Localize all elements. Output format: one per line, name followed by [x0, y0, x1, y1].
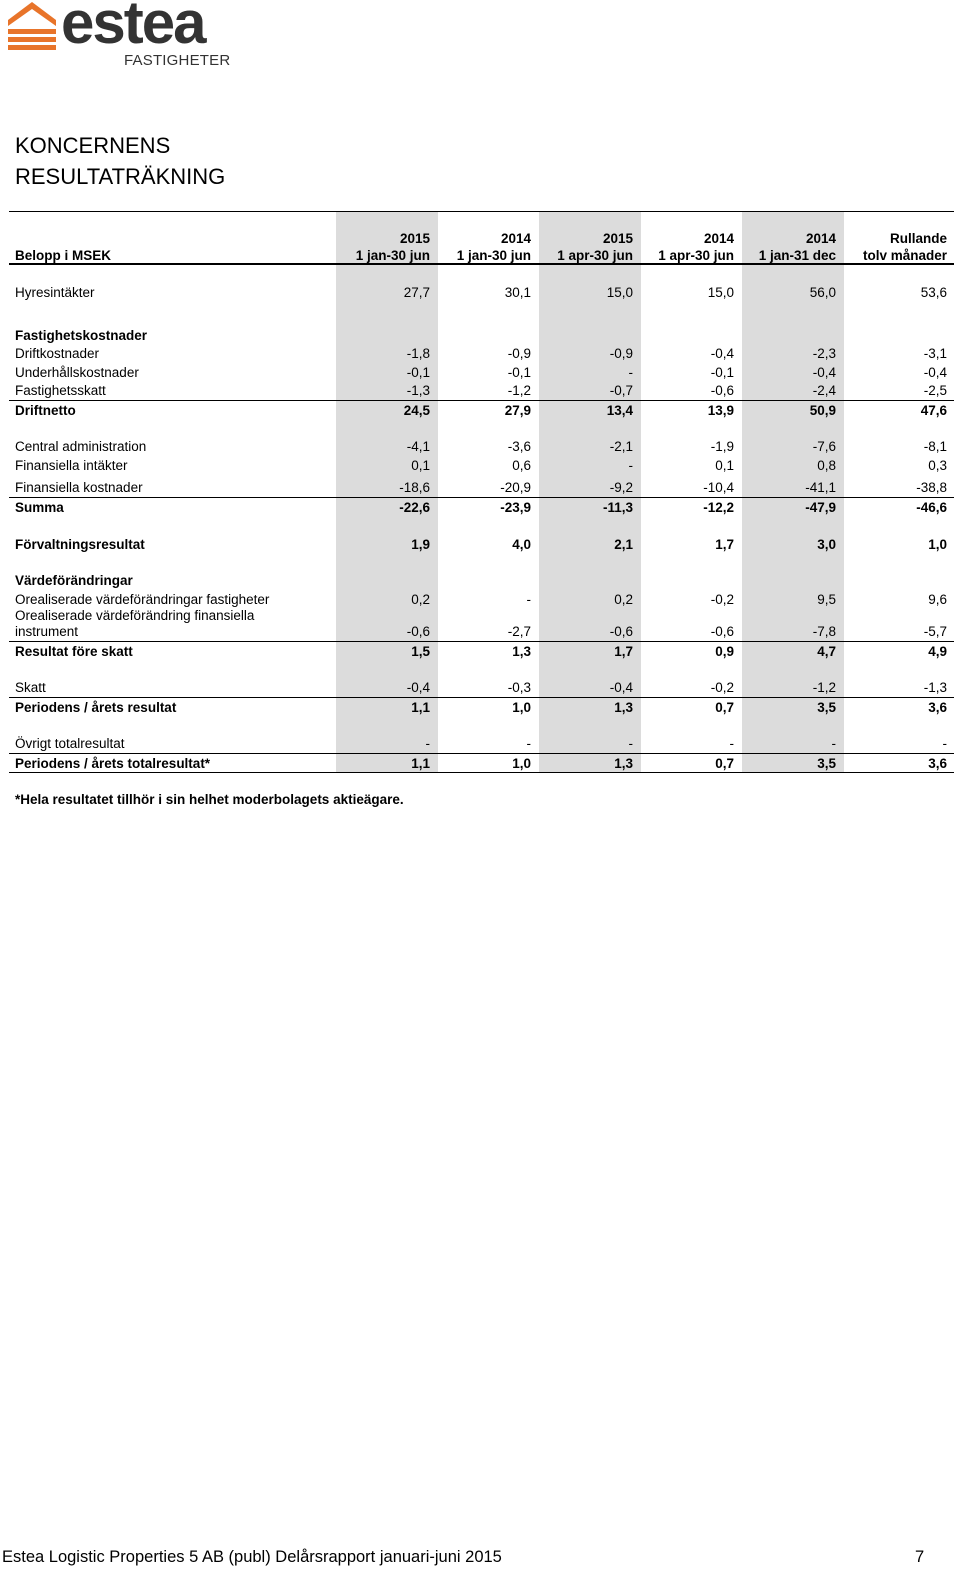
row-value: 13,9: [707, 403, 734, 418]
row-value: 0,7: [715, 700, 734, 715]
page-title: [15, 130, 225, 192]
row-value: -0,4: [710, 346, 734, 361]
row-value: -47,9: [805, 500, 836, 515]
row-value: -1,8: [406, 346, 430, 361]
row-value: 1,9: [411, 537, 430, 552]
row-label: Skatt: [15, 680, 46, 695]
column-period: 1 apr-30 jun: [658, 248, 734, 263]
row-value: -7,8: [812, 624, 836, 639]
row-value: -4,1: [406, 439, 430, 454]
column-year: Rullande: [889, 231, 947, 246]
row-value: -38,8: [916, 480, 947, 495]
row-value: -0,1: [406, 365, 430, 380]
row-label: Underhållskostnader: [15, 365, 139, 380]
row-value: 1,7: [715, 537, 734, 552]
row-value: 50,9: [809, 403, 836, 418]
row-value: 1,1: [411, 700, 430, 715]
table-row: [0, 327, 960, 345]
table-row: [0, 438, 960, 456]
row-value: 0,1: [411, 458, 430, 473]
row-label: Summa: [15, 500, 64, 515]
row-value: 1,3: [512, 644, 531, 659]
row-value: 0,7: [715, 756, 734, 771]
table-row: [0, 755, 960, 773]
row-rule: [9, 400, 954, 401]
row-value: -: [628, 458, 633, 473]
row-value: 4,0: [512, 537, 531, 552]
row-value: -1,3: [406, 383, 430, 398]
row-value: -0,1: [710, 365, 734, 380]
row-label: Periodens / årets resultat: [15, 700, 177, 715]
row-label: Driftkostnader: [15, 346, 100, 361]
row-value: 3,5: [817, 700, 836, 715]
row-label: Värdeförändringar: [15, 573, 133, 588]
row-value: 53,6: [920, 285, 947, 300]
row-value: -7,6: [812, 439, 836, 454]
row-value: -41,1: [805, 480, 836, 495]
row-value: -0,2: [710, 592, 734, 607]
page-number: 7: [915, 1548, 925, 1566]
row-value: 1,5: [411, 644, 430, 659]
row-value: 1,0: [512, 700, 531, 715]
footnote: *Hela resultatet tillhör i sin helhet moderbolagets aktieägare.: [15, 792, 404, 807]
row-value: 0,1: [715, 458, 734, 473]
table-row: [0, 572, 960, 590]
row-label: Central administration: [15, 439, 147, 454]
unit-label: Belopp i MSEK: [15, 248, 112, 263]
table-row: [0, 643, 960, 661]
row-value: -0,9: [609, 346, 633, 361]
column-period: 1 apr-30 jun: [557, 248, 633, 263]
row-value: 3,0: [817, 537, 836, 552]
row-value: -2,3: [812, 346, 836, 361]
table-row: [0, 479, 960, 497]
row-value: -0,1: [507, 365, 531, 380]
row-value: -8,1: [923, 439, 947, 454]
column-period: 1 jan-30 jun: [355, 248, 430, 263]
row-value: -2,5: [923, 383, 947, 398]
logo-subtitle: FASTIGHETER: [124, 52, 231, 69]
row-value: -1,2: [507, 383, 531, 398]
row-value: -0,4: [812, 365, 836, 380]
row-value: -0,6: [406, 624, 430, 639]
row-value: -0,4: [609, 680, 633, 695]
table-row: [0, 364, 960, 382]
row-value: 0,9: [715, 644, 734, 659]
row-value: -22,6: [399, 500, 430, 515]
row-value: -: [628, 365, 633, 380]
row-value: 9,6: [928, 592, 947, 607]
title-line-2: RESULTATRÄKNING: [15, 164, 226, 189]
row-value: -: [729, 736, 734, 751]
column-header: [736, 230, 836, 264]
row-value: 3,5: [817, 756, 836, 771]
row-value: -1,9: [710, 439, 734, 454]
row-value: -5,7: [923, 624, 947, 639]
row-label: Driftnetto: [15, 403, 76, 418]
row-value: -23,9: [500, 500, 531, 515]
column-period: 1 jan-30 jun: [456, 248, 531, 263]
column-year: 2014: [703, 231, 734, 246]
row-value: -0,7: [609, 383, 633, 398]
column-header: [330, 230, 430, 264]
row-value: 1,3: [614, 700, 633, 715]
row-label: Förvaltningsresultat: [15, 537, 145, 552]
row-value: 47,6: [920, 403, 947, 418]
row-value: -: [831, 736, 836, 751]
row-label: Fastighetsskatt: [15, 383, 106, 398]
row-value: -: [526, 592, 531, 607]
row-value: 3,6: [928, 700, 947, 715]
row-value: -2,1: [609, 439, 633, 454]
row-value: 13,4: [606, 403, 633, 418]
row-value: -0,4: [406, 680, 430, 695]
row-value: -46,6: [916, 500, 947, 515]
row-label: Hyresintäkter: [15, 285, 95, 300]
row-value: -0,6: [710, 624, 734, 639]
row-value: -0,3: [507, 680, 531, 695]
row-value: 1,0: [512, 756, 531, 771]
row-value: -: [425, 736, 430, 751]
row-value: -0,9: [507, 346, 531, 361]
table-row: [0, 284, 960, 302]
table-row: [0, 382, 960, 400]
row-value: -18,6: [399, 480, 430, 495]
column-year: 2014: [500, 231, 531, 246]
row-value: -: [942, 736, 947, 751]
title-line-1: KONCERNENS: [15, 133, 171, 158]
table-row: [0, 623, 960, 641]
table-row: [0, 679, 960, 697]
row-label: Orealiserade värdeförändring finansiella: [15, 608, 255, 623]
table-row: [0, 735, 960, 753]
row-value: 27,7: [403, 285, 430, 300]
row-value: -20,9: [500, 480, 531, 495]
row-label: Finansiella intäkter: [15, 458, 128, 473]
row-label: Orealiserade värdeförändringar fastigheter: [15, 592, 270, 607]
column-year: 2015: [602, 231, 633, 246]
table-row: [0, 499, 960, 517]
row-rule: [9, 772, 954, 773]
row-value: 1,0: [928, 537, 947, 552]
row-value: 56,0: [809, 285, 836, 300]
row-label: Finansiella kostnader: [15, 480, 143, 495]
column-header: [533, 230, 633, 264]
row-label: Periodens / årets totalresultat*: [15, 756, 211, 771]
row-value: 1,1: [411, 756, 430, 771]
column-header: [431, 230, 531, 264]
row-label: Fastighetskostnader: [15, 328, 148, 343]
column-header: [634, 230, 734, 264]
row-value: -9,2: [609, 480, 633, 495]
row-value: 15,0: [707, 285, 734, 300]
row-value: 3,6: [928, 756, 947, 771]
table-row: [0, 457, 960, 475]
row-value: -0,6: [710, 383, 734, 398]
row-value: 15,0: [606, 285, 633, 300]
row-value: 0,6: [512, 458, 531, 473]
row-value: -2,4: [812, 383, 836, 398]
row-value: 1,7: [614, 644, 633, 659]
row-value: -0,4: [923, 365, 947, 380]
row-value: -: [526, 736, 531, 751]
row-value: 27,9: [504, 403, 531, 418]
row-rule: [9, 697, 954, 698]
row-value: -1,2: [812, 680, 836, 695]
report-footer: Estea Logistic Properties 5 AB (publ) Delårsrapport januari-juni 2015: [2, 1548, 502, 1566]
row-value: 0,3: [928, 458, 947, 473]
row-rule: [9, 641, 954, 642]
row-value: 0,8: [817, 458, 836, 473]
table-row: [0, 536, 960, 554]
row-value: 0,2: [614, 592, 633, 607]
row-value: 2,1: [614, 537, 633, 552]
row-value: -3,1: [923, 346, 947, 361]
logo-wordmark: estea: [61, 0, 205, 56]
row-value: -2,7: [507, 624, 531, 639]
row-value: -12,2: [703, 500, 734, 515]
row-value: 24,5: [403, 403, 430, 418]
row-label: instrument: [15, 624, 79, 639]
house-logo-icon: [6, 0, 58, 50]
table-row: [0, 345, 960, 363]
column-year: 2015: [399, 231, 430, 246]
company-logo: [4, 0, 244, 72]
table-top-rule: [9, 211, 954, 212]
row-value: 4,9: [928, 644, 947, 659]
table-row: [0, 699, 960, 717]
row-label: Övrigt totalresultat: [15, 736, 125, 751]
row-label: Resultat före skatt: [15, 644, 133, 659]
row-value: -10,4: [703, 480, 734, 495]
column-header: [837, 230, 947, 264]
column-period: 1 jan-31 dec: [758, 248, 836, 263]
row-value: -0,2: [710, 680, 734, 695]
column-period: tolv månader: [862, 248, 947, 263]
row-value: -1,3: [923, 680, 947, 695]
row-value: 9,5: [817, 592, 836, 607]
column-year: 2014: [805, 231, 836, 246]
row-rule: [9, 497, 954, 498]
row-rule: [9, 753, 954, 754]
row-value: -11,3: [602, 500, 633, 515]
table-row: [0, 402, 960, 420]
row-value: -3,6: [507, 439, 531, 454]
row-value: 30,1: [504, 285, 531, 300]
row-value: 0,2: [411, 592, 430, 607]
row-value: -0,6: [609, 624, 633, 639]
row-value: -: [628, 736, 633, 751]
row-value: 1,3: [614, 756, 633, 771]
header-bottom-rule: [9, 263, 954, 265]
row-value: 4,7: [817, 644, 836, 659]
